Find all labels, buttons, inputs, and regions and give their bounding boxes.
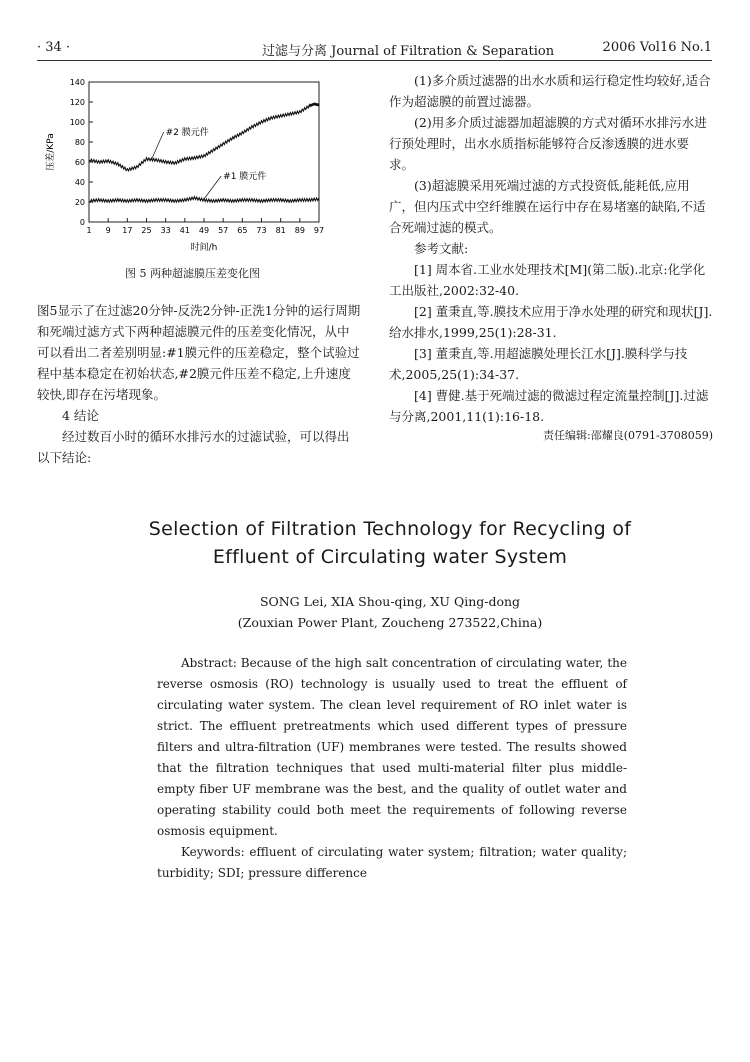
keywords-text: Keywords: effluent of circulating water system; filtration; water quality; turbidity; SDI; pressure difference xyxy=(157,845,627,880)
y-axis-label: 压差/KPa xyxy=(46,133,56,171)
abstract-text: Abstract: Because of the high salt concentration of circulating water, the reverse osmosis (RO) technology is usually used to treat the effluent of circulating water system. The clean level requirement of RO inlet water is strict. The effluent pretreatments which used different types of pressure filters and ultra-filtration (UF) membranes were tested. The results showed that the filtration techniques that used multi-material filter plus middle-empty fiber UF membrane was the best, and the quality of outlet water and operating stability could both meet the requirements of following reverse osmosis equipment. xyxy=(157,656,627,838)
pressure-chart xyxy=(37,72,337,262)
left-column xyxy=(37,300,361,468)
page-number: · 34 · xyxy=(37,40,71,55)
reference-4: [4] 曹健.基于死端过滤的微滤过程定流量控制[J].过滤与分离,2001,11(1):16-18. xyxy=(389,388,709,424)
reference-3: [3] 董秉直,等.用超滤膜处理长江水[J].膜科学与技术,2005,25(1):34-37. xyxy=(389,346,688,382)
x-tick-label: 65 xyxy=(237,226,248,235)
english-title-line-1: Selection of Filtration Technology for Recycling of xyxy=(148,518,632,540)
editor-note: 责任编辑:邵耀良(0791-3708059) xyxy=(543,429,713,442)
y-tick-label: 60 xyxy=(74,158,85,167)
journal-name: 过滤与分离 Journal of Filtration & Separation xyxy=(262,44,555,59)
english-affiliation: (Zouxian Power Plant, Zoucheng 273522,China) xyxy=(237,615,543,630)
references-title: 参考文献: xyxy=(414,241,469,256)
y-tick-label: 100 xyxy=(69,118,85,127)
right-column xyxy=(389,70,713,445)
reference-2: [2] 董秉直,等.膜技术应用于净水处理的研究和现状[J].给水排水,1999,25(1):28-31. xyxy=(389,304,713,340)
x-axis-label: 时间/h xyxy=(190,243,218,253)
english-authors: SONG Lei, XIA Shou-qing, XU Qing-dong xyxy=(259,594,521,609)
x-tick-label: 89 xyxy=(294,226,305,235)
x-tick-label: 81 xyxy=(275,226,286,235)
x-tick-label: 1 xyxy=(86,226,92,235)
x-tick-label: 73 xyxy=(256,226,267,235)
conclusion-1: (1)多介质过滤器的出水水质和运行稳定性均较好,适合作为超滤膜的前置过滤器。 xyxy=(389,73,711,109)
figure-caption: 图 5 两种超滤膜压差变化图 xyxy=(125,267,260,280)
annotation-leader-2 xyxy=(151,132,163,160)
x-tick-label: 25 xyxy=(141,226,152,235)
x-tick-label: 57 xyxy=(218,226,229,235)
x-tick-label: 49 xyxy=(198,226,210,235)
x-tick-label: 9 xyxy=(105,226,111,235)
y-tick-label: 0 xyxy=(79,218,85,227)
y-tick-label: 80 xyxy=(74,138,85,147)
y-tick-label: 20 xyxy=(74,198,85,207)
english-title-line-2: Effluent of Circulating water System xyxy=(212,546,568,568)
y-tick-label: 140 xyxy=(69,78,85,87)
annotation-membrane-2: #2 膜元件 xyxy=(165,128,209,138)
section-heading: 4 结论 xyxy=(62,408,99,423)
annotation-leader-1 xyxy=(204,176,221,199)
paragraph-conclusion-intro: 经过数百小时的循环水排污水的过滤试验，可以得出以下结论: xyxy=(37,429,350,465)
annotation-membrane-1: #1 膜元件 xyxy=(223,172,267,182)
header-rule xyxy=(37,60,712,61)
chart-layer xyxy=(44,78,324,253)
paragraph-figure-description: 图5显示了在过滤20分钟-反洗2分钟-正洗1分钟的运行周期和死端过滤方式下两种超滤膜元件的压差变化情况，从中可以看出二者差别明显:#1膜元件的压差稳定，整个试验过程中基本稳定在初始状态,#2膜元件压差不稳定,上升速度较快,即存在污堵现象。 xyxy=(37,303,361,402)
reference-1: [1] 周本省.工业水处理技术[M](第二版).北京:化学化工出版社,2002:32-40. xyxy=(389,262,706,298)
x-tick-label: 97 xyxy=(313,226,325,235)
y-tick-label: 120 xyxy=(69,98,85,107)
abstract-block xyxy=(157,653,627,884)
y-tick-label: 40 xyxy=(74,178,85,187)
conclusion-2: (2)用多介质过滤器加超滤膜的方式对循环水排污水进行预处理时，出水水质指标能够符合反渗透膜的进水要求。 xyxy=(389,115,707,172)
series-line-membrane-1 xyxy=(89,197,319,203)
issue-info: 2006 Vol16 No.1 xyxy=(602,40,712,55)
x-tick-label: 41 xyxy=(179,226,190,235)
conclusion-3: (3)超滤膜采用死端过滤的方式投资低,能耗低,应用广，但内压式中空纤维膜在运行中存在易堵塞的缺陷,不适合死端过滤的模式。 xyxy=(389,178,706,235)
x-tick-label: 33 xyxy=(160,226,171,235)
x-tick-label: 17 xyxy=(122,226,133,235)
